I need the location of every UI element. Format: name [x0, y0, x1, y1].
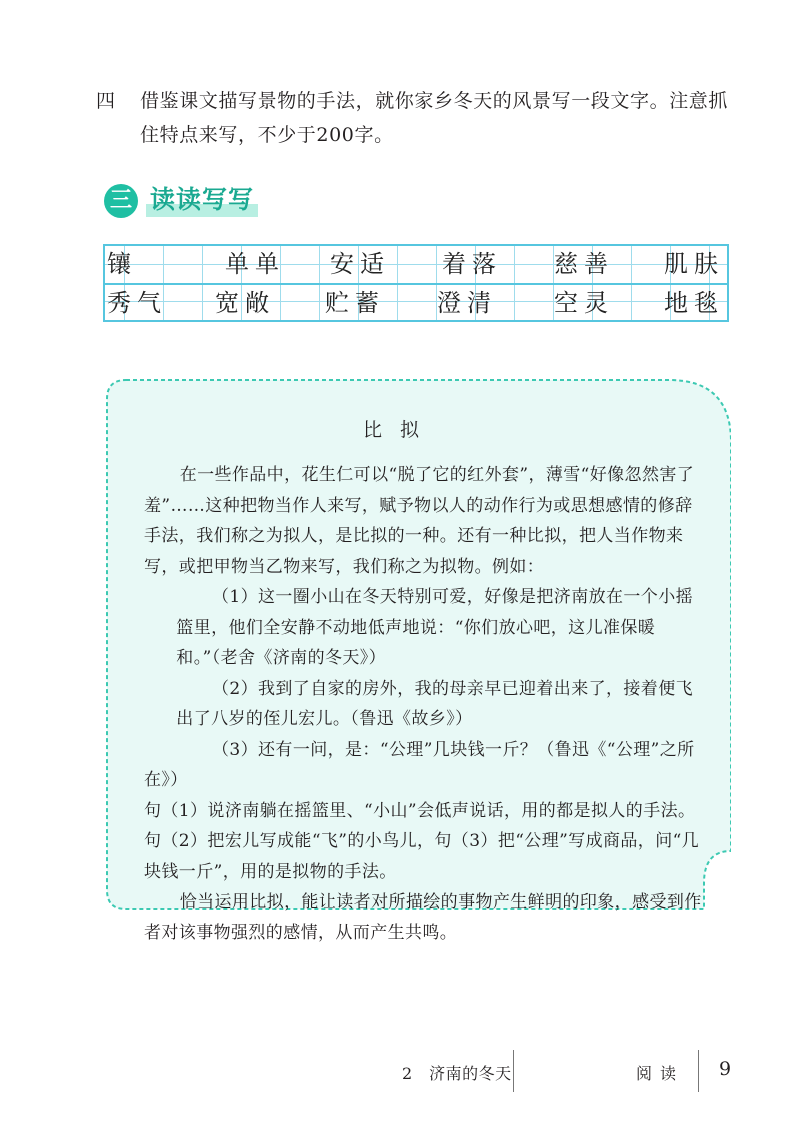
- example-2: （2）我到了自家的房外，我的母亲早已迎着出来了，接着便飞出了八岁的侄儿宏儿。（鲁迅《故乡》）: [176, 678, 693, 729]
- knowledge-title: 比拟: [362, 419, 437, 441]
- task-text: 借鉴课文描写景物的手法，就你家乡冬天的风景写一段文字。注意抓住特点来写，不少于200字。: [140, 90, 729, 146]
- example-1: （1）这一圈小山在冬天特别可爱，好像是把济南放在一个小摇篮里，他们全安静不动地低声地说：“你们放心吧，这儿准保暖和。”（老舍《济南的冬天》）: [176, 587, 693, 668]
- knowledge-body: [144, 460, 709, 948]
- vocabulary-grid: [103, 244, 729, 322]
- task-number: 四: [96, 90, 116, 112]
- vocab-word: 空灵: [554, 289, 614, 317]
- vocab-word: 单单: [225, 250, 285, 278]
- vocab-word: 宽敞: [215, 289, 275, 317]
- footer-divider: [698, 1050, 699, 1092]
- vocab-word: 地毯: [664, 289, 724, 317]
- vocab-word: 贮蓄: [325, 289, 385, 317]
- footer-chapter: 2 济南的冬天: [402, 1064, 512, 1083]
- vocab-word: 肌肤: [664, 250, 724, 278]
- vocab-word: 安适: [330, 250, 390, 278]
- vocab-word: 慈善: [554, 250, 614, 278]
- vocab-word: 镶: [107, 250, 137, 278]
- paragraph: 句（1）说济南躺在摇篮里、“小山”会低声说话，用的都是拟人的手法。句（2）把宏儿写成能“飞”的小鸟儿，句（3）把“公理”写成商品，问“几块钱一斤”，用的是拟物的手法。: [144, 800, 700, 882]
- page-number: 9: [719, 1058, 732, 1080]
- footer-section: 阅读: [636, 1064, 685, 1083]
- vocabulary-row-2: [105, 285, 727, 322]
- example-3: （3）还有一问，是：“公理”几块钱一斤？（鲁迅《“公理”之所在》）: [144, 739, 695, 790]
- paragraph: 恰当运用比拟，能让读者对所描绘的事物产生鲜明的印象，感受到作者对该事物强烈的感情，从而产生共鸣。: [144, 892, 702, 943]
- footer-divider: [513, 1050, 514, 1092]
- section-title: 读读写写: [146, 183, 258, 217]
- vocab-word: 澄清: [437, 289, 497, 317]
- vocabulary-row-1: [105, 246, 727, 283]
- vocab-word: 秀气: [107, 289, 167, 317]
- section-number-badge: 三: [104, 184, 138, 218]
- vocab-word: 着落: [442, 250, 502, 278]
- paragraph: 在一些作品中，花生仁可以“脱了它的红外套”，薄雪“好像忽然害了羞”……这种把物当作人来写，赋予物以人的动作行为或思想感情的修辞手法，我们称之为拟人，是比拟的一种。还有一种比拟，把人当作物来写，或把甲物当乙物来写，我们称之为拟物。例如：: [144, 465, 695, 577]
- section-heading: [104, 183, 264, 219]
